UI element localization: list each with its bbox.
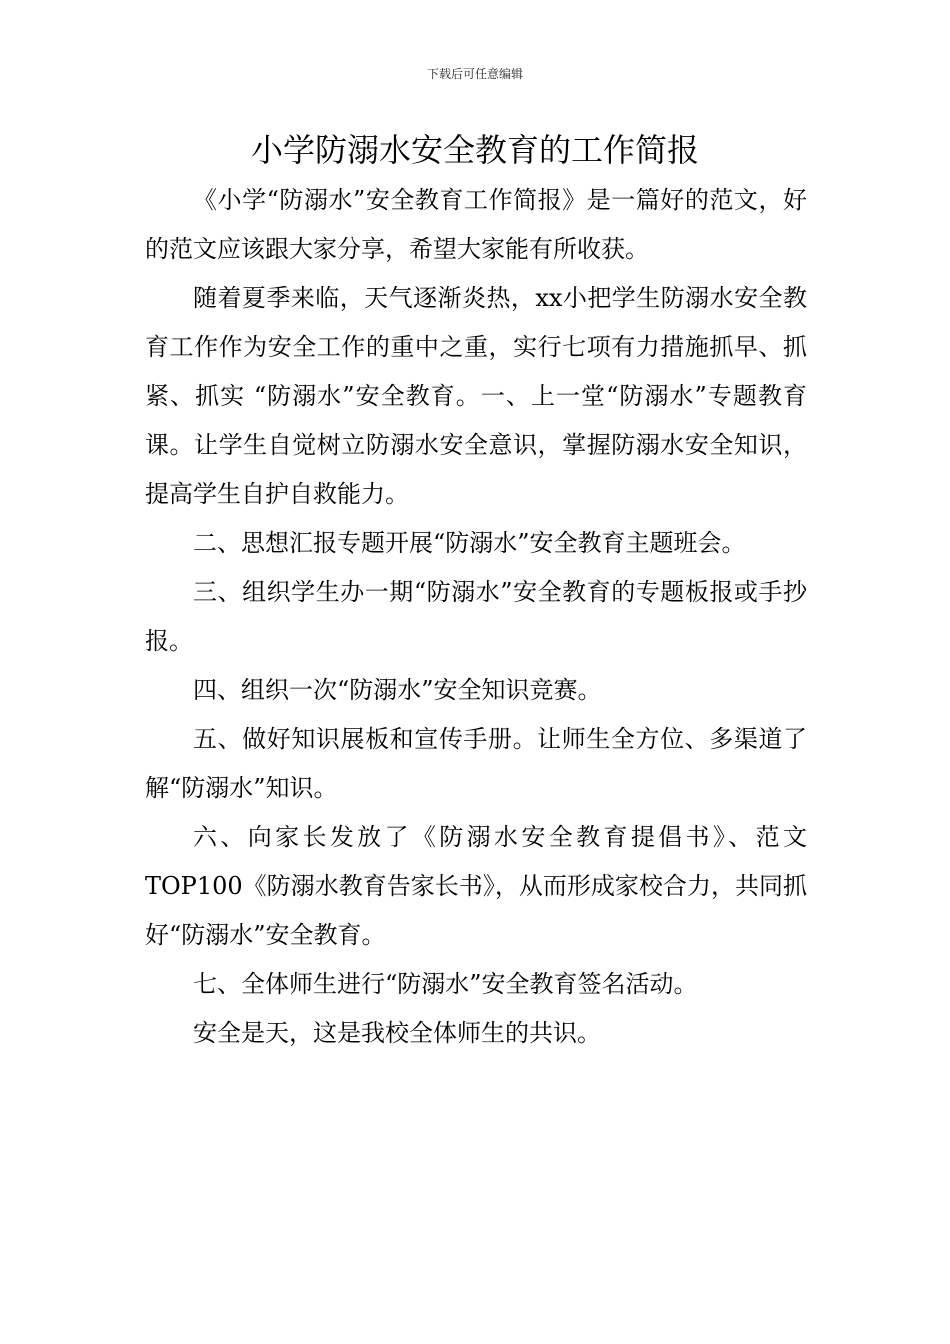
- paragraph-measure-2: 二、思想汇报专题开展“防溺水”安全教育主题班会。: [193, 529, 746, 557]
- paragraph-measure-4: 四、组织一次“防溺水”安全知识竞赛。: [193, 676, 602, 704]
- paragraph-measure-3: 三、组织学生办一期“防溺水”安全教育的专题板报或手抄报。: [145, 578, 807, 655]
- paragraph-background: 随着夏季来临，天气逐渐炎热，xx小把学生防溺水安全教育工作作为安全工作的重中之重，实行七项有力措施抓早、抓紧、抓实 “防溺水”安全教育。一、上一堂“防溺水”专题教育课。让学生自觉树立防溺水安全意识，掌握防溺水安全知识，提高学生自护自救能力。: [145, 284, 807, 508]
- paragraph-conclusion: 安全是天，这是我校全体师生的共识。: [193, 1019, 601, 1047]
- header-note: 下载后可任意编辑: [426, 67, 523, 81]
- document-title: 小学防溺水安全教育的工作简报: [250, 131, 699, 169]
- paragraph-intro: 《小学“防溺水”安全教育工作简报》是一篇好的范文，好的范文应该跟大家分享，希望大家能有所收获。: [145, 186, 807, 263]
- paragraph-measure-7: 七、全体师生进行“防溺水”安全教育签名活动。: [193, 970, 698, 998]
- paragraph-measure-6: 六、向家长发放了《防溺水安全教育提倡书》、范文TOP100《防溺水教育告家长书》，从而形成家校合力，共同抓好“防溺水”安全教育。: [145, 823, 807, 949]
- document-body: [145, 176, 807, 1058]
- paragraph-measure-5: 五、做好知识展板和宣传手册。让师生全方位、多渠道了解“防溺水”知识。: [145, 725, 807, 802]
